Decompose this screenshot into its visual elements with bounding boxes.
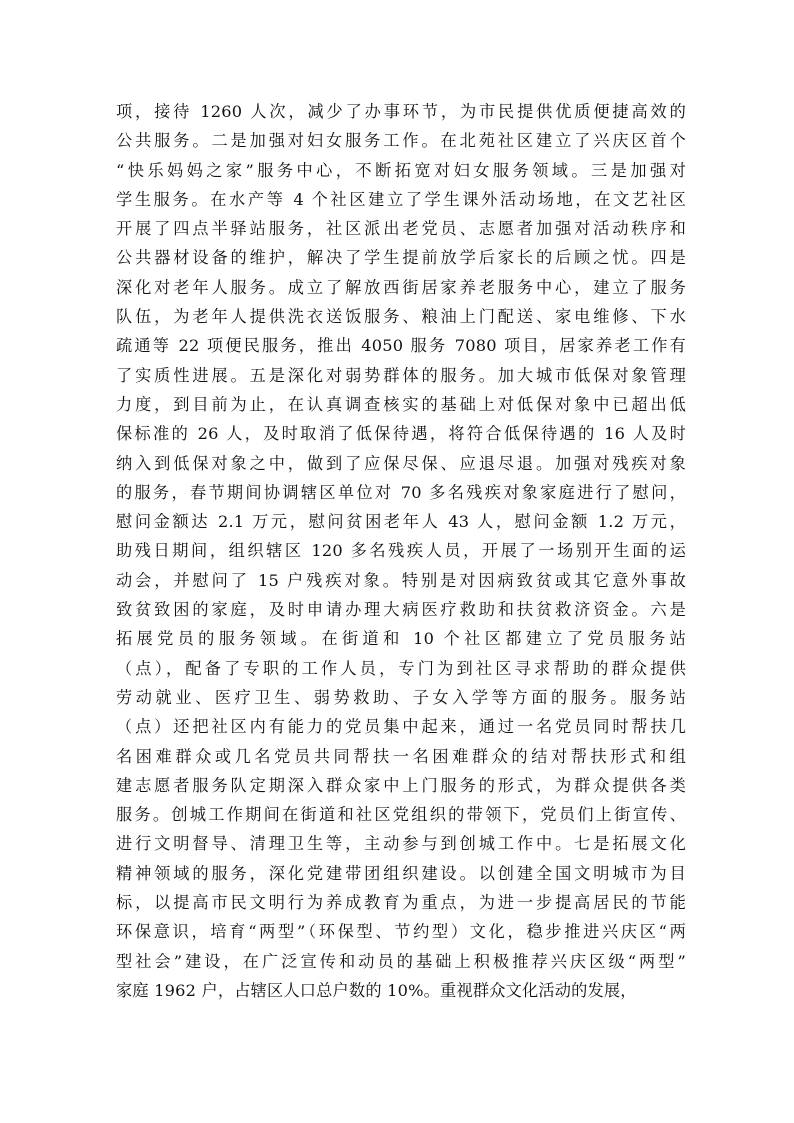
text-line: 公共服务。二是加强对妇女服务工作。在北苑社区建立了兴庆区首个 bbox=[116, 131, 686, 151]
body-paragraph bbox=[116, 97, 686, 1005]
text-line: 保标准的 26 人，及时取消了低保待遇，将符合低保待遇的 16 人及时 bbox=[116, 424, 686, 444]
text-line: 力度，到目前为止，在认真调查核实的基础上对低保对象中已超出低 bbox=[116, 394, 686, 414]
text-line: 助残日期间，组织辖区 120 多名残疾人员，开展了一场别开生面的运 bbox=[116, 541, 686, 561]
text-line: 环保意识，培育“两型”（环保型、节约型）文化，稳步推进兴庆区“两 bbox=[116, 922, 686, 942]
text-line: 服务。创城工作期间在街道和社区党组织的带领下，党员们上街宣传、 bbox=[116, 805, 686, 825]
text-line: 疏通等 22 项便民服务，推出 4050 服务 7080 项目，居家养老工作有 bbox=[116, 336, 686, 356]
text-line: （点）还把社区内有能力的党员集中起来，通过一名党员同时帮扶几 bbox=[116, 717, 686, 737]
text-line: 深化对老年人服务。成立了解放西街居家养老服务中心，建立了服务 bbox=[116, 277, 686, 297]
text-line: 纳入到低保对象之中，做到了应保尽保、应退尽退。加强对残疾对象 bbox=[116, 453, 686, 473]
text-line: “快乐妈妈之家”服务中心，不断拓宽对妇女服务领域。三是加强对 bbox=[116, 160, 686, 180]
text-line: 精神领域的服务，深化党建带团组织建设。以创建全国文明城市为目 bbox=[116, 863, 686, 883]
text-line: 拓展党员的服务领域。在街道和 10 个社区都建立了党员服务站 bbox=[116, 629, 686, 649]
text-line: 劳动就业、医疗卫生、弱势救助、子女入学等方面的服务。服务站 bbox=[116, 687, 686, 707]
text-line: 慰问金额达 2.1 万元，慰问贫困老年人 43 人，慰问金额 1.2 万元， bbox=[116, 512, 686, 532]
text-line: 队伍，为老年人提供洗衣送饭服务、粮油上门配送、家电维修、下水 bbox=[116, 307, 686, 327]
text-line: 型社会”建设，在广泛宣传和动员的基础上积极推荐兴庆区级“两型” bbox=[116, 951, 686, 971]
text-line: 公共器材设备的维护，解决了学生提前放学后家长的后顾之忧。四是 bbox=[116, 248, 686, 268]
text-line: 建志愿者服务队定期深入群众家中上门服务的形式，为群众提供各类 bbox=[116, 775, 686, 795]
text-line: 名困难群众或几名党员共同帮扶一名困难群众的结对帮扶形式和组 bbox=[116, 746, 686, 766]
text-line: 动会，并慰问了 15 户残疾对象。特别是对因病致贫或其它意外事故 bbox=[116, 570, 686, 590]
text-line: 家庭 1962 户，占辖区人口总户数的 10%。重视群众文化活动的发展， bbox=[116, 980, 637, 1000]
text-line: 标，以提高市民文明行为养成教育为重点，为进一步提高居民的节能 bbox=[116, 893, 686, 913]
text-line: 进行文明督导、清理卫生等，主动参与到创城工作中。七是拓展文化 bbox=[116, 834, 686, 854]
text-line: 学生服务。在水产等 4 个社区建立了学生课外活动场地，在文艺社区 bbox=[116, 189, 686, 209]
text-line: 致贫致困的家庭，及时申请办理大病医疗救助和扶贫救济资金。六是 bbox=[116, 600, 686, 620]
text-line: 的服务，春节期间协调辖区单位对 70 多名残疾对象家庭进行了慰问， bbox=[116, 482, 686, 502]
text-line: 项，接待 1260 人次，减少了办事环节，为市民提供优质便捷高效的 bbox=[116, 102, 686, 121]
text-line: （点），配备了专职的工作人员，专门为到社区寻求帮助的群众提供 bbox=[116, 658, 686, 678]
text-line: 了实质性进展。五是深化对弱势群体的服务。加大城市低保对象管理 bbox=[116, 365, 686, 385]
text-line: 开展了四点半驿站服务，社区派出老党员、志愿者加强对活动秩序和 bbox=[116, 219, 686, 239]
